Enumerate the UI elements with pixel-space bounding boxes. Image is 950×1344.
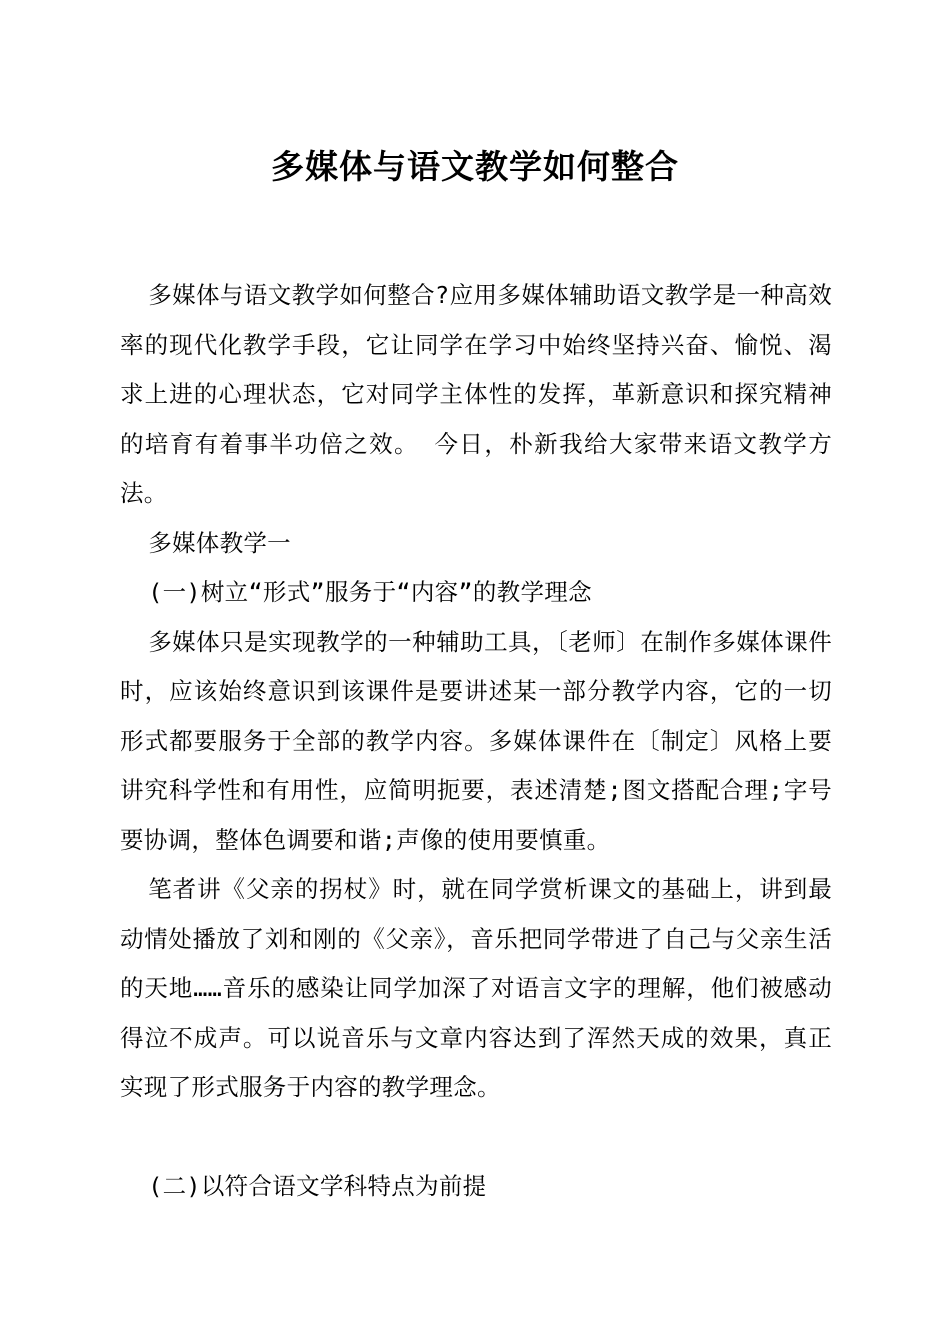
paragraph-tool: 多媒体只是实现教学的一种辅助工具，〔老师〕在制作多媒体课件时，应该始终意识到该课件是要讲述某一部分教学内容，它的一切形式都要服务于全部的教学内容。多媒体课件在〔制定〕风格上要讲究科学性和有用性，应简明扼要，表述清楚;图文搭配合理;字号要协调，整体色调要和谐;声像的使用要慎重。 — [120, 627, 832, 854]
subsection-heading-2: (二)以符合语文学科特点为前提 — [148, 1172, 487, 1200]
paragraph-intro: 多媒体与语文教学如何整合?应用多媒体辅助语文教学是一种高效率的现代化教学手段，它让同学在学习中始终坚持兴奋、愉悦、渴求上进的心理状态，它对同学主体性的发挥，革新意识和探究精神的培育有着事半功倍之效。 今日，朴新我给大家带来语文教学方法。 — [120, 281, 832, 507]
subsection-heading-1: (一)树立“形式”服务于“内容”的教学理念 — [148, 578, 592, 606]
section-heading-multimedia-1: 多媒体教学一 — [148, 528, 291, 557]
document-body — [120, 271, 832, 1212]
document-title: 多媒体与语文教学如何整合 — [271, 147, 679, 186]
paragraph-example: 笔者讲《父亲的拐杖》时，就在同学赏析课文的基础上，讲到最动情处播放了刘和刚的《父亲》，音乐把同学带进了自己与父亲生活的天地……音乐的感染让同学加深了对语言文字的理解，他们被感动得泣不成声。可以说音乐与文章内容达到了浑然天成的效果，真正实现了形式服务于内容的教学理念。 — [120, 875, 832, 1101]
